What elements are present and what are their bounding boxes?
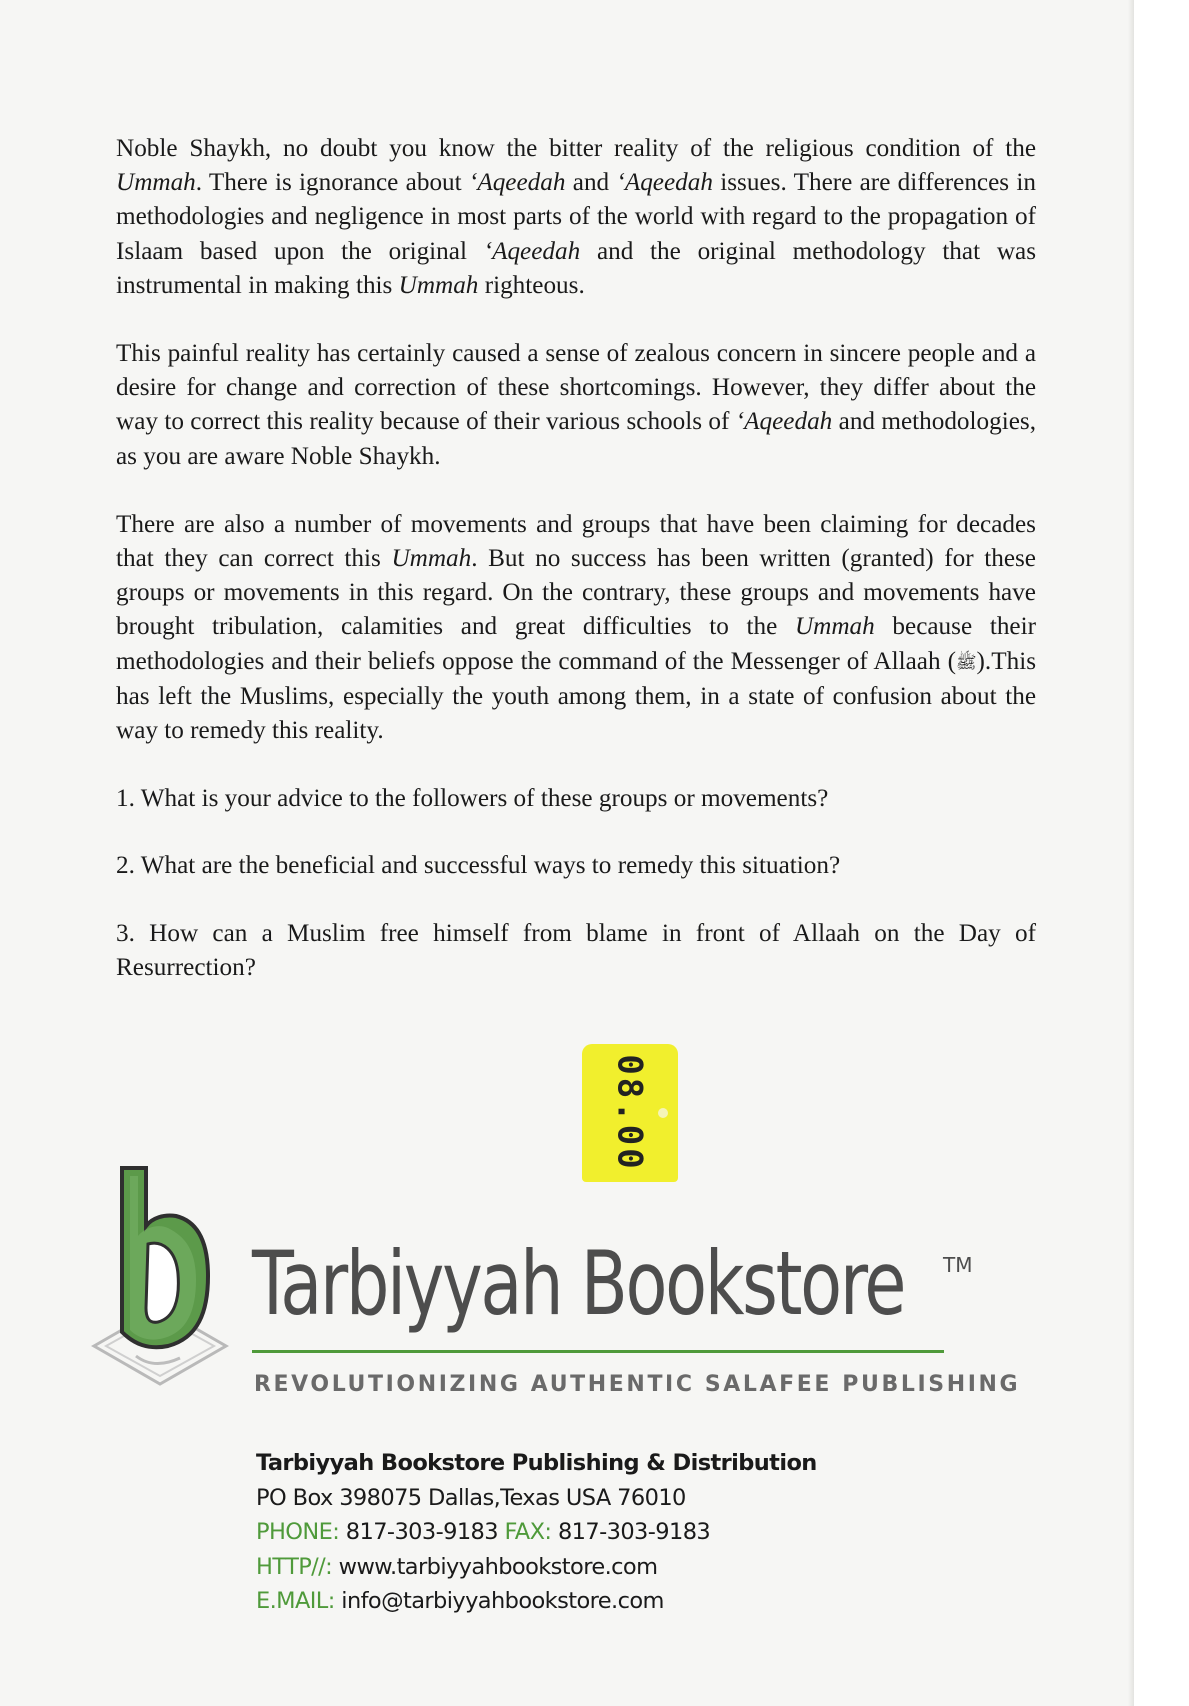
question-3: 3. How can a Muslim free himself from blame in front of Allaah on the Day of Resurrection? — [116, 919, 1036, 981]
brand-divider — [252, 1350, 944, 1353]
web-label: HTTP//: — [256, 1553, 333, 1580]
paragraph-2 — [116, 337, 1036, 474]
phone-line — [256, 1515, 817, 1550]
italic-term: ‘Aqeedah — [483, 237, 581, 265]
question-2: 2. What are the beneficial and successful ways to remedy this situation? — [116, 852, 841, 880]
email-address: info@tarbiyyahbookstore.com — [334, 1588, 664, 1614]
fax-number: 817-303-9183 — [551, 1519, 711, 1545]
italic-term: ‘Aqeedah — [735, 408, 833, 436]
price-label: 08.00 — [610, 1054, 651, 1172]
paragraph-1 — [116, 132, 1036, 303]
email-line — [256, 1584, 817, 1619]
phone-number: 817-303-9183 — [339, 1519, 505, 1545]
tarbiyyah-logo-icon — [88, 1158, 236, 1408]
italic-term: Ummah — [116, 169, 196, 197]
text-run: . There is ignorance about — [195, 169, 469, 197]
publisher-name: Tarbiyyah Bookstore Publishing & Distribution — [256, 1450, 817, 1476]
publisher-contact — [256, 1446, 817, 1619]
text-run: and — [565, 169, 617, 197]
web-line — [256, 1550, 817, 1585]
paragraph-3 — [116, 508, 1036, 748]
fax-label: FAX: — [504, 1519, 552, 1545]
text-run: There are also a number of movements and groups that have been claiming for decades that they can correct this — [116, 510, 1036, 573]
italic-term: ‘Aqeedah — [616, 169, 713, 197]
brand-wordmark: Tarbiyyah Bookstore — [252, 1232, 905, 1335]
trademark-mark: TM — [943, 1253, 973, 1277]
italic-term: Ummah — [794, 613, 875, 641]
text-run: righteous. — [478, 271, 585, 299]
body-text — [116, 132, 1036, 1018]
text-run: ).This has left the Muslims, especially the youth among them, in a state of confusion about the way to remedy this reality. — [116, 647, 1036, 745]
text-run: This painful reality has certainly caused a sense of zealous concern in sincere people and a desire for change and correction of these shortcomings. However, they differ about the way to correct this reality because of their various schools of — [116, 340, 1036, 436]
italic-term: ‘Aqeedah — [468, 169, 566, 197]
postal-address: PO Box 398075 Dallas,Texas USA 76010 — [256, 1484, 686, 1511]
italic-term: Ummah — [391, 545, 472, 573]
question-1: 1. What is your advice to the followers of these groups or movements? — [116, 785, 829, 813]
text-run: and methodologies, as you are aware Noble Shaykh. — [116, 408, 1036, 470]
email-label: E.MAIL: — [256, 1588, 335, 1614]
brand-tagline: REVOLUTIONIZING AUTHENTIC SALAFEE PUBLISHING — [254, 1372, 1021, 1397]
text-run: and the original methodology that was instrumental in making this — [116, 237, 1036, 299]
phone-label: PHONE: — [256, 1519, 340, 1545]
text-run: . But no success has been written (granted) for these groups or movements in this regard. On the contrary, these groups and movements have brought tribulation, calamities and great difficulties to the — [116, 545, 1036, 641]
website-url: www.tarbiyyahbookstore.com — [332, 1553, 658, 1580]
text-run: Noble Shaykh, no doubt you know the bitter reality of the religious condition of the — [116, 135, 1036, 162]
price-sticker — [582, 1044, 678, 1182]
italic-term: Ummah — [398, 271, 479, 299]
text-run: issues. There are differences in methodologies and negligence in most parts of the world with regard to the propagation of Islaam based upon the original — [116, 169, 1036, 265]
text-run: because their methodologies and their beliefs oppose the command of the Messenger of Allaah ( — [116, 613, 1036, 675]
sticker-hole — [658, 1108, 668, 1118]
salutation-symbol: ﷺ — [955, 652, 977, 672]
page-margin — [1134, 0, 1189, 1706]
